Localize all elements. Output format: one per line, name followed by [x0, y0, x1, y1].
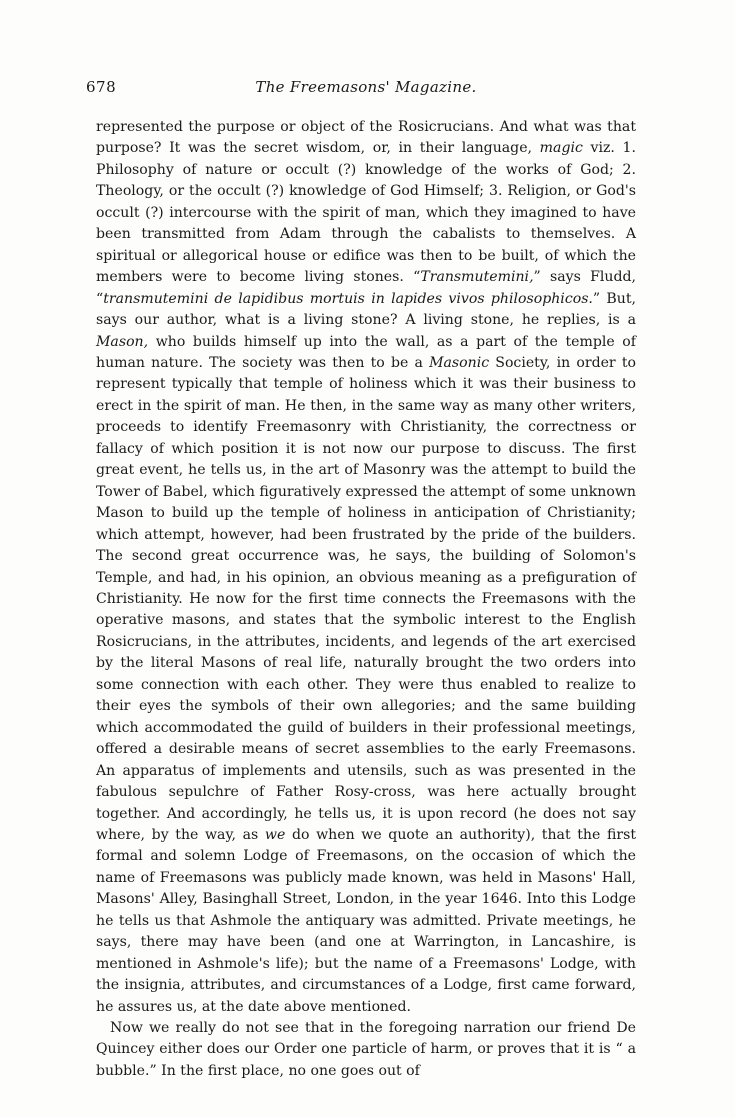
text-run: represented the purpose or object of the Rosicrucians. And what was that purpose? It was the secret wisdom, or, in their language, [96, 119, 636, 157]
page-number: 678 [86, 78, 117, 96]
italic-text: magic [539, 140, 583, 157]
text-run: ” says Fludd, “ [96, 269, 636, 307]
italic-text: Masonic [429, 354, 490, 371]
italic-text: Transmutemini, [420, 269, 534, 286]
text-run: viz. 1. Philosophy of nature or occult (?) knowledge of the works of God; 2. Theology, or the occult (?) knowledge of God Himself; 3. Religion, or God's occult (?) intercourse with the spirit of man, which they imagined to have been transmitted from Adam through the cabalists to themselves. A spiritual or allegorical house or edifice was then to be built, of which the members were to become living stones. “ [96, 140, 636, 286]
text-run: Now we really do not see that in the foregoing narration our friend De Quincey either does our Order one particle of harm, or proves that it is “ a bubble.” In the first place, no one goes out of [96, 1020, 636, 1079]
italic-text: Mason, [96, 333, 149, 350]
article-paragraph [96, 1018, 636, 1082]
italic-text: transmutemini de lapidibus mortuis in lapides vivos philosophicos. [103, 290, 593, 307]
text-run: who builds himself up into the wall, as a part of the temple of human nature. The society was then to be a [96, 333, 636, 371]
article-body [96, 117, 636, 1082]
running-title: The Freemasons' Magazine. [255, 78, 477, 96]
text-run: Society, in order to represent typically that temple of holiness which it was their business to erect in the spirit of man. He then, in the same way as many other writers, proceeds to identify Freemasonry with Christianity, the correctness or fallacy of which position it is not now our purpose to discuss. The first great event, he tells us, in the art of Masonry was the attempt to build the Tower of Babel, which figuratively expressed the attempt of some unknown Mason to build up the temple of holiness in anticipation of Christianity; which attempt, however, had been frustrated by the pride of the builders. The second great occurrence was, he says, the building of Solomon's Temple, and had, in his opinion, an obvious meaning as a prefiguration of Christianity. He now for the first time connects the Freemasons with the operative masons, and states that the symbolic interest to the English Rosicrucians, in the attributes, incidents, and legends of the art exercised by the literal Masons of real life, naturally brought the two orders into some connection with each other. They were thus enabled to realize to their eyes the symbols of their own allegories; and the same building which accommodated the guild of builders in their professional meetings, offered a desirable means of secret assemblies to the early Freemasons. An apparatus of implements and utensils, such as was presented in the fabulous sepulchre of Father Rosy-cross, was here actually brought together. And accordingly, he tells us, it is upon record (he does not say where, by the way, as [96, 354, 636, 843]
article-paragraph [96, 117, 636, 1018]
italic-text: we [264, 826, 286, 843]
text-run: do when we quote an authority), that the first formal and solemn Lodge of Freemasons, on the occasion of which the name of Freemasons was publicly made known, was held in Masons' Hall, Masons' Alley, Basinghall Street, London, in the year 1646. Into this Lodge he tells us that Ashmole the antiquary was admitted. Private meetings, he says, there may have been (and one at Warrington, in Lancashire, is mentioned in Ashmole's life); but the name of a Freemasons' Lodge, with the insignia, attributes, and circumstances of a Lodge, first came forward, he assures us, at the date above mentioned. [96, 826, 636, 1015]
page-header [86, 78, 646, 100]
text-run: ” But, says our author, what is a living stone? A living stone, he replies, is a [96, 290, 636, 329]
